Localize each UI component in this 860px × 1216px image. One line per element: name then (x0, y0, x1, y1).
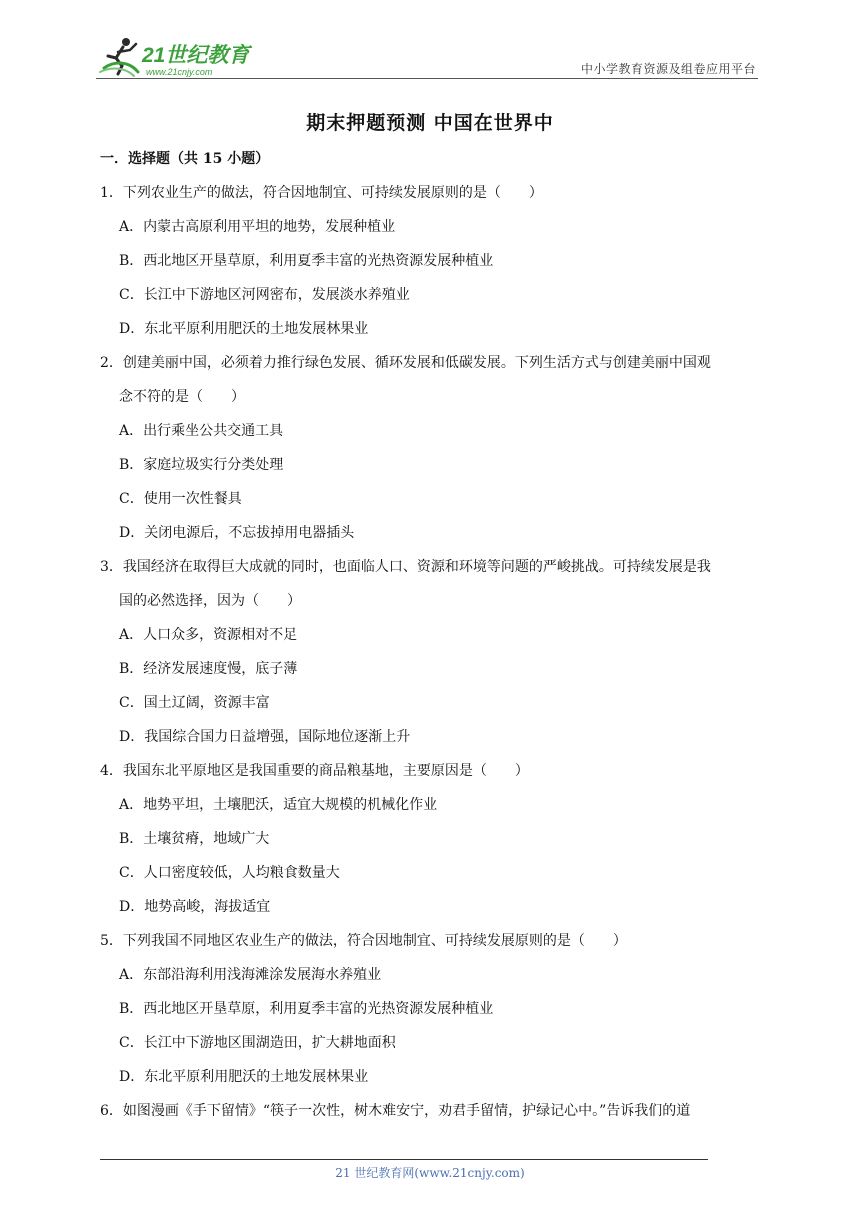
answer-option: D．我国综合国力日益增强，国际地位逐渐上升 (119, 729, 411, 745)
footer-divider (100, 1159, 708, 1160)
header-divider (96, 78, 758, 79)
question-number: 1． (100, 185, 123, 201)
platform-name: 中小学教育资源及组卷应用平台 (580, 62, 756, 76)
question-item (100, 556, 764, 748)
question-stem (100, 930, 764, 952)
answer-option: C．长江中下游地区围湖造田，扩大耕地面积 (119, 1035, 396, 1051)
question-item (100, 930, 764, 1088)
question-number: 5． (100, 933, 123, 949)
answer-option: B．西北地区开垦草原，利用夏季丰富的光热资源发展种植业 (119, 253, 494, 269)
document-title: 期末押题预测 中国在世界中 (306, 112, 554, 134)
answer-option: A．地势平坦，土壤肥沃，适宜大规模的机械化作业 (119, 797, 438, 813)
section-heading: 一．选择题（共 15 小题） (100, 151, 270, 167)
answer-option: B．西北地区开垦草原，利用夏季丰富的光热资源发展种植业 (119, 1001, 494, 1017)
answer-option: A．人口众多，资源相对不足 (119, 627, 298, 643)
question-text: 下列我国不同地区农业生产的做法，符合因地制宜、可持续发展原则的是（ ） (122, 933, 627, 949)
question-text: 创建美丽中国，必须着力推行绿色发展、循环发展和低碳发展。下列生活方式与创建美丽中国观 (122, 355, 711, 371)
question-stem (100, 760, 764, 782)
question-item (100, 760, 764, 918)
answer-option: A．出行乘坐公共交通工具 (119, 423, 284, 439)
question-text: 如图漫画《手下留情》“筷子一次性，树木难安宁，劝君手留情，护绿记心中。”告诉我们的道 (122, 1103, 691, 1119)
question-text-continuation: 国的必然选择，因为（ ） (119, 593, 301, 609)
question-stem (100, 556, 764, 578)
logo-url: www.21cnjy.com (146, 67, 213, 77)
footer-text: 21 世纪教育网(www.21cnjy.com) (335, 1166, 525, 1180)
answer-option: D．关闭电源后，不忘拔掉用电器插头 (119, 525, 355, 541)
site-logo (96, 34, 256, 78)
answer-option: A．东部沿海利用浅海滩涂发展海水养殖业 (119, 967, 382, 983)
question-item (100, 182, 764, 340)
question-stem (100, 1100, 764, 1122)
question-item (100, 352, 764, 544)
question-number: 3． (100, 559, 123, 575)
question-text: 我国经济在取得巨大成就的同时，也面临人口、资源和环境等问题的严峻挑战。可持续发展是我 (122, 559, 711, 575)
question-list (100, 148, 764, 1134)
answer-option: D．东北平原利用肥沃的土地发展林果业 (119, 321, 369, 337)
logo-wordmark: 21世纪教育 (142, 44, 250, 67)
answer-option: A．内蒙古高原利用平坦的地势，发展种植业 (119, 219, 396, 235)
answer-option: C．长江中下游地区河网密布，发展淡水养殖业 (119, 287, 410, 303)
question-number: 4． (100, 763, 123, 779)
answer-option: C．人口密度较低，人均粮食数量大 (119, 865, 340, 881)
question-item (100, 1100, 764, 1122)
question-stem (100, 352, 764, 374)
question-number: 2． (100, 355, 123, 371)
answer-option: C．国土辽阔，资源丰富 (119, 695, 270, 711)
question-text: 下列农业生产的做法，符合因地制宜、可持续发展原则的是（ ） (122, 185, 543, 201)
page-header (96, 32, 758, 80)
answer-option: D．东北平原利用肥沃的土地发展林果业 (119, 1069, 369, 1085)
answer-option: C．使用一次性餐具 (119, 491, 242, 507)
question-number: 6． (100, 1103, 123, 1119)
question-text-continuation: 念不符的是（ ） (119, 389, 245, 405)
answer-option: B．土壤贫瘠，地域广大 (119, 831, 270, 847)
question-text: 我国东北平原地区是我国重要的商品粮基地，主要原因是（ ） (122, 763, 529, 779)
answer-option: D．地势高峻，海拔适宜 (119, 899, 271, 915)
answer-option: B．家庭垃圾实行分类处理 (119, 457, 284, 473)
answer-option: B．经济发展速度慢，底子薄 (119, 661, 298, 677)
question-stem (100, 182, 764, 204)
